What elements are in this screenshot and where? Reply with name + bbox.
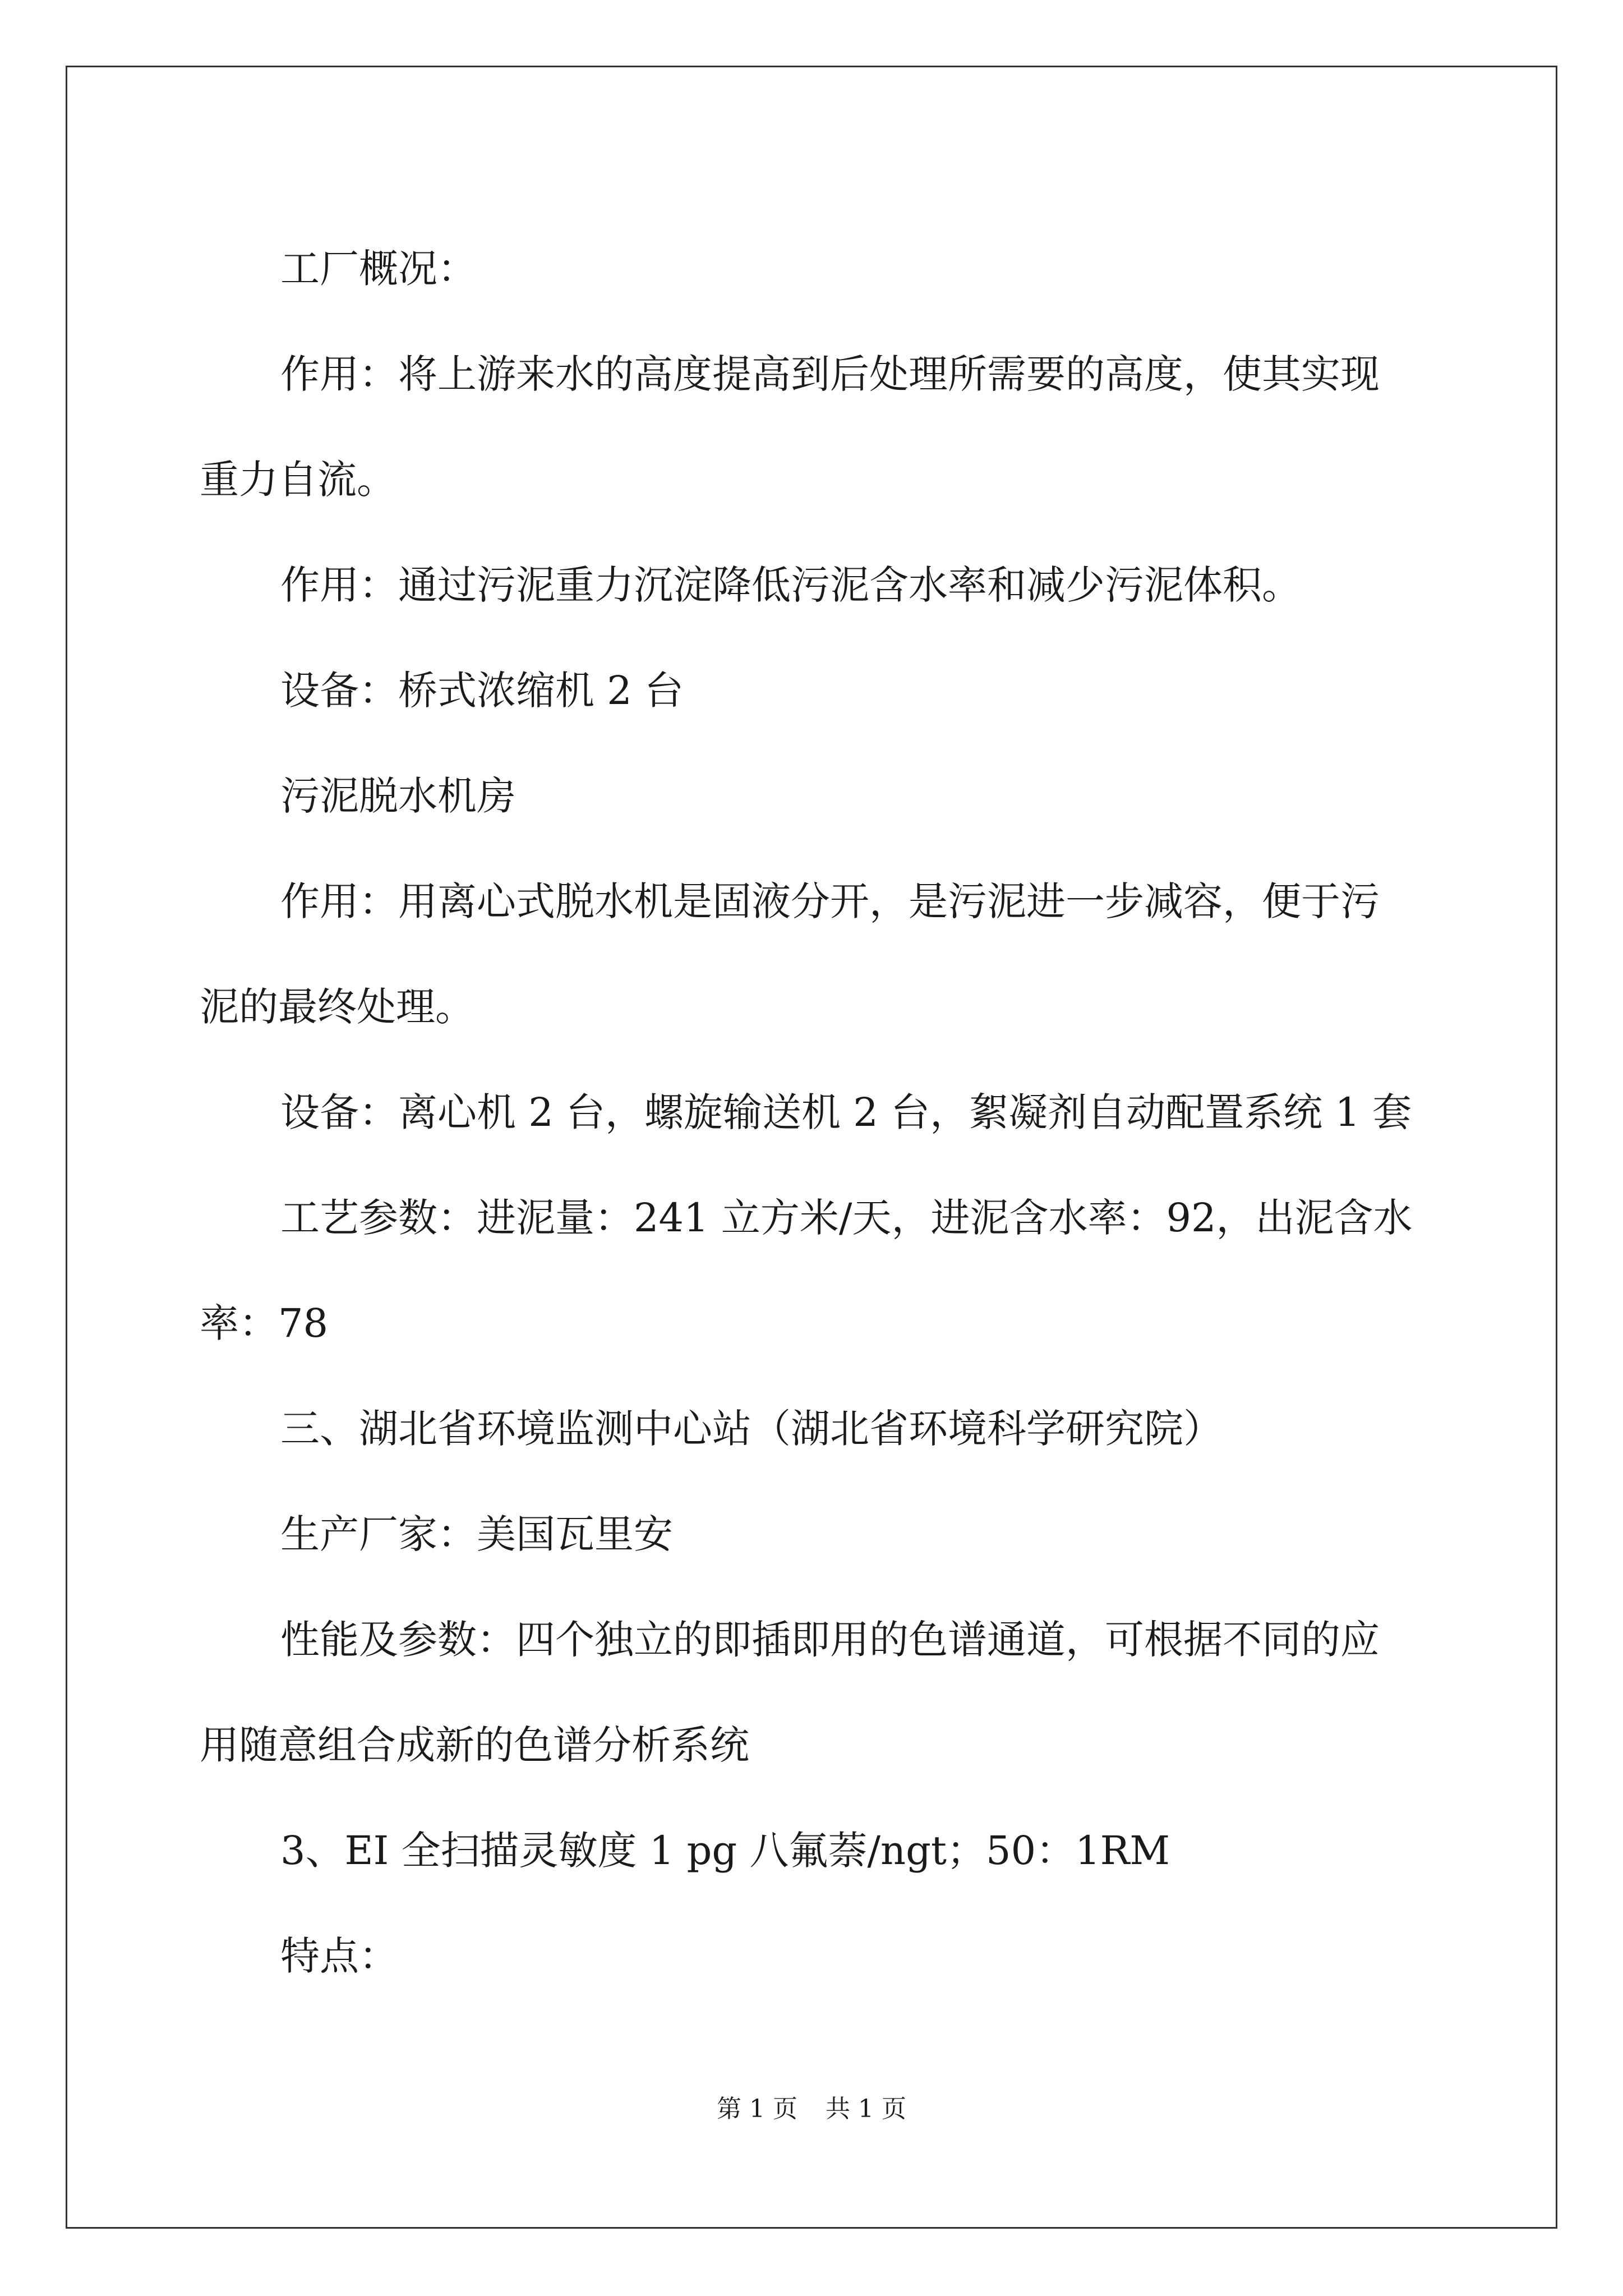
- text-line: 设备：桥式浓缩机 2 台: [280, 668, 684, 714]
- text-line: 污泥脱水机房: [280, 773, 516, 819]
- text-line: 工厂概况：: [280, 246, 477, 292]
- text-line: 特点：: [280, 1933, 398, 1979]
- page-footer: [0, 2092, 1623, 2126]
- text-line: 用随意组合成新的色谱分析系统: [200, 1722, 749, 1768]
- text-line: 作用：用离心式脱水机是固液分开，是污泥进一步减容，便于污: [280, 878, 1380, 924]
- text-line: 作用：将上游来水的高度提高到后处理所需要的高度，使其实现: [280, 351, 1380, 397]
- document-body: [200, 216, 1433, 2009]
- text-line: 作用：通过污泥重力沉淀降低污泥含水率和减少污泥体积。: [280, 562, 1301, 608]
- text-line: 重力自流。: [200, 457, 396, 503]
- text-line: 泥的最终处理。: [200, 984, 474, 1030]
- text-line: 性能及参数：四个独立的即插即用的色谱通道，可根据不同的应: [280, 1617, 1380, 1663]
- page-total: 共 1 页: [826, 2095, 906, 2123]
- text-line: 生产厂家：美国瓦里安: [280, 1511, 673, 1557]
- text-line: 设备：离心机 2 台，螺旋输送机 2 台，絮凝剂自动配置系统 1 套: [280, 1089, 1412, 1135]
- text-line: 3、EI 全扫描灵敏度 1 pg 八氟萘/ngt；50：1RM: [280, 1828, 1170, 1874]
- text-line: 三、湖北省环境监测中心站（湖北省环境科学研究院）: [280, 1406, 1223, 1452]
- text-line: 率：78: [200, 1300, 329, 1346]
- page-number: 第 1 页: [717, 2095, 797, 2123]
- text-line: 工艺参数：进泥量：241 立方米/天，进泥含水率：92，出泥含水: [280, 1195, 1413, 1241]
